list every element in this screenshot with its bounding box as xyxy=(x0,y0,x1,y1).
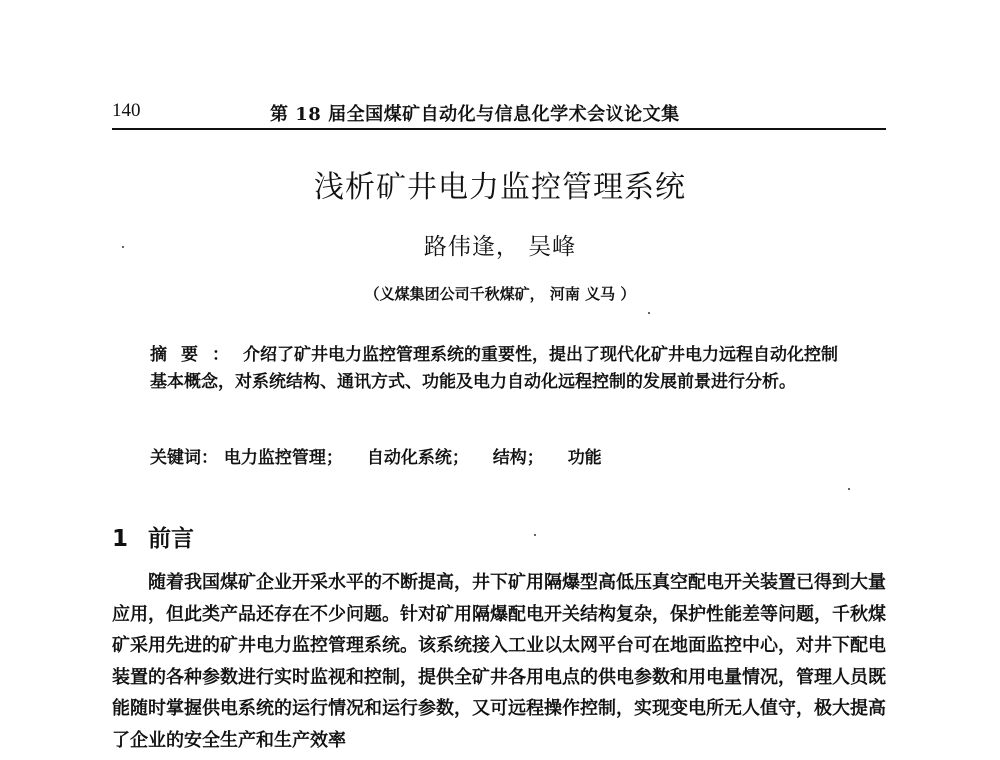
keywords-label: 关键词： xyxy=(150,448,218,468)
running-header-bar xyxy=(112,98,886,130)
running-title: 第 18 届全国煤矿自动化与信息化学术会议论文集 xyxy=(270,104,680,125)
abstract-text: 介绍了矿井电力监控管理系统的重要性，提出了现代化矿井电力远程自动化控制基本概念，对系统结构、通讯方式、功能及电力自动化远程控制的发展前景进行分析。 xyxy=(150,345,838,392)
section-number: 1 xyxy=(112,526,129,552)
scan-speck xyxy=(122,246,124,248)
page-number: 140 xyxy=(112,100,141,121)
keyword-item: 结构； xyxy=(492,448,544,468)
scan-speck xyxy=(848,488,850,490)
abstract xyxy=(150,342,850,396)
scan-speck xyxy=(534,534,536,536)
abstract-label: 摘要： xyxy=(150,345,243,365)
keyword-item: 电力监控管理； xyxy=(223,448,343,468)
article-authors: 路伟逢， 吴峰 xyxy=(423,234,577,260)
body-paragraph: 随着我国煤矿企业开采水平的不断提高，井下矿用隔爆型高低压真空配电开关装置已得到大量应用，但此类产品还存在不少问题。针对矿用隔爆配电开关结构复杂，保护性能差等问题，千秋煤矿采用先进的矿井电力监控管理系统。该系统接入工业以太网平台可在地面监控中心，对井下配电装置的各种参数进行实时监视和控制，提供全矿井各用电点的供电参数和用电量情况，管理人员既能随时掌握供电系统的运行情况和运行参数，又可远程操作控制，实现变电所无人值守，极大提高了企业的安全生产和生产效率 xyxy=(112,572,886,751)
keyword-item: 自动化系统； xyxy=(366,448,469,468)
article-title: 浅析矿井电力监控管理系统 xyxy=(314,170,686,205)
article-affiliation: （义煤集团公司千秋煤矿， 河南 义马 ） xyxy=(364,285,636,303)
scan-speck xyxy=(648,312,650,314)
section-heading xyxy=(112,520,194,553)
keyword-item: 功能 xyxy=(567,448,602,468)
section-title: 前言 xyxy=(148,526,195,552)
keywords xyxy=(150,443,850,468)
